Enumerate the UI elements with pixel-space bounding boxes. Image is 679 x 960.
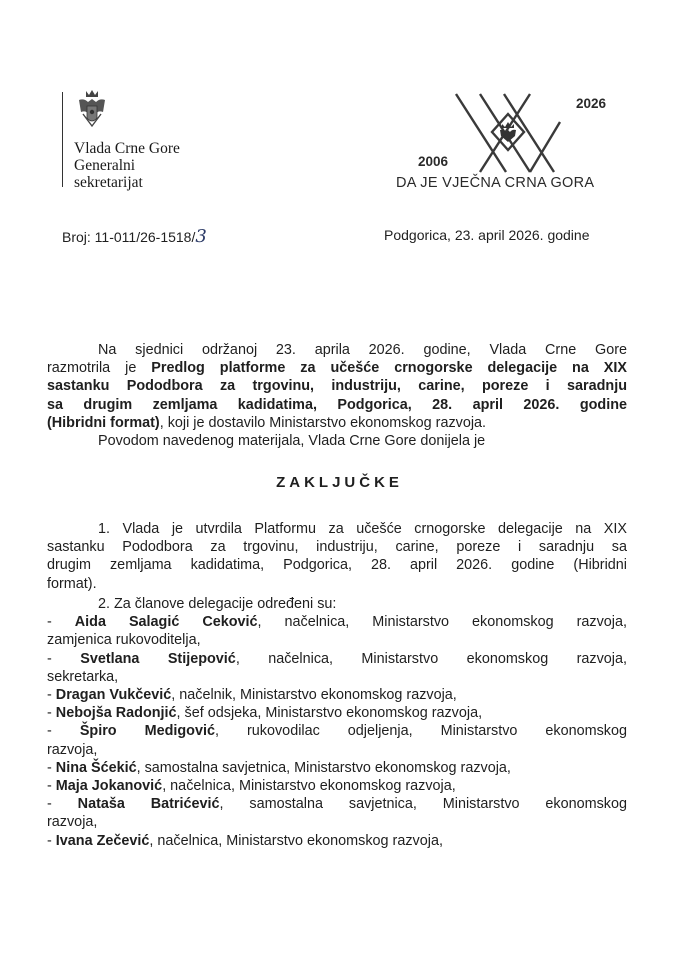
- conclusion-line: 2. Za članove delegacije određeni su:: [98, 596, 337, 612]
- delegation-member: - Ivana Zečević, načelnica, Ministarstvo ekonomskog razvoja,: [47, 832, 443, 849]
- logo-year-left: 2006: [418, 154, 449, 169]
- conclusion-line: drugim zemljama kadidatima, Podgorica, 28. april 2026. godine (Hibridni: [47, 557, 627, 574]
- intro-paragraph: [47, 341, 627, 450]
- member-role: , načelnica, Ministarstvo ekonomskog razvoja,: [162, 778, 456, 795]
- member-name: Nina Šćekić: [55, 759, 137, 776]
- member-role: , načelnica, Ministarstvo ekonomskog razvoja,: [149, 832, 443, 849]
- member-name: Nebojša Radonjić: [55, 705, 177, 722]
- member-name: Špiro Medigović: [79, 723, 215, 740]
- reference-number: [62, 226, 207, 247]
- intro-line: razmotrila je Predlog platforme za učešće crnogorske delegacije na XIX: [47, 360, 627, 377]
- delegation-member: - Nataša Batrićević, samostalna savjetnica, Ministarstvo ekonomskog: [47, 796, 627, 813]
- delegation-member: - Nebojša Radonjić, šef odsjeka, Ministarstvo ekonomskog razvoja,: [47, 705, 483, 722]
- conclusion-line: sastanku Pododbora za trgovinu, industriju, carine, poreze i saradnju sa: [47, 539, 627, 556]
- member-name: Nataša Batrićević: [77, 796, 220, 813]
- member-name: Aida Salagić Ceković: [74, 614, 258, 631]
- header-divider: [62, 92, 63, 187]
- member-role: , šef odsjeka, Ministarstvo ekonomskog razvoja,: [176, 705, 483, 722]
- coat-of-arms-icon: [76, 88, 108, 132]
- logo-motto: DA JE VJEČNA CRNA GORA: [396, 175, 595, 191]
- delegation-member: - Špiro Medigović, rukovodilac odjeljenja, Ministarstvo ekonomskog: [47, 723, 627, 740]
- member-role-continued: razvoja,: [47, 741, 98, 758]
- logo-year-right: 2026: [576, 96, 607, 111]
- intro-line: (Hibridni format), koji je dostavilo Ministarstvo ekonomskog razvoja.: [47, 414, 487, 431]
- delegation-member: - Aida Salagić Ceković, načelnica, Ministarstvo ekonomskog razvoja,: [47, 614, 627, 631]
- member-role: , načelnica, Ministarstvo ekonomskog razvoja,: [257, 614, 627, 631]
- org-line: Vlada Crne Gore: [74, 140, 180, 157]
- member-role: , samostalna savjetnica, Ministarstvo ekonomskog: [219, 796, 627, 813]
- member-role: , načelnik, Ministarstvo ekonomskog razvoja,: [171, 687, 457, 704]
- member-role-continued: zamjenica rukovoditelja,: [47, 632, 201, 649]
- member-role: , načelnica, Ministarstvo ekonomskog razvoja,: [235, 650, 628, 667]
- delegation-member: - Maja Jokanović, načelnica, Ministarstvo ekonomskog razvoja,: [47, 778, 456, 795]
- conclusion-1: [47, 520, 627, 593]
- intro-line: sa drugim zemljama kadidatima, Podgorica, 28. april 2026. godine: [47, 396, 627, 413]
- intro-line: Povodom navedenog materijala, Vlada Crne Gore donijela je: [98, 433, 486, 450]
- member-name: Ivana Zečević: [55, 832, 150, 849]
- handwritten-number: 3: [195, 226, 207, 247]
- member-role-continued: razvoja,: [47, 814, 98, 831]
- delegation-member: - Nina Šćekić, samostalna savjetnica, Ministarstvo ekonomskog razvoja,: [47, 759, 511, 776]
- organization-name: [74, 140, 180, 191]
- member-name: Maja Jokanović: [55, 778, 163, 795]
- intro-line: Na sjednici održanoj 23. aprila 2026. godine, Vlada Crne Gore: [98, 342, 627, 358]
- intro-line: sastanku Pododbora za trgovinu, industriju, carine, poreze i saradnju: [47, 378, 627, 395]
- reference-number-label: Broj: 11-011/26-1518/: [62, 229, 196, 245]
- member-name: Dragan Vukčević: [55, 687, 172, 704]
- conclusion-2: [47, 595, 627, 850]
- member-role: , samostalna savjetnica, Ministarstvo ekonomskog razvoja,: [136, 759, 511, 776]
- anniversary-logo: [396, 92, 621, 202]
- conclusion-line: format).: [47, 575, 97, 592]
- delegation-list: [47, 613, 627, 850]
- xx-logo-icon: [452, 92, 564, 174]
- delegation-member: - Svetlana Stijepović, načelnica, Ministarstvo ekonomskog razvoja,: [47, 650, 628, 667]
- org-line: sekretarijat: [74, 174, 143, 191]
- delegation-member: - Dragan Vukčević, načelnik, Ministarstvo ekonomskog razvoja,: [47, 687, 457, 704]
- section-title: ZAKLJUČKE: [276, 474, 403, 491]
- org-line: Generalni: [74, 157, 136, 174]
- document-date: Podgorica, 23. april 2026. godine: [384, 227, 590, 243]
- conclusion-line: 1. Vlada je utvrdila Platformu za učešće crnogorske delegacije na XIX: [98, 521, 627, 537]
- member-role: , rukovodilac odjeljenja, Ministarstvo ekonomskog: [214, 723, 627, 740]
- member-role-continued: sekretarka,: [47, 668, 119, 685]
- member-name: Svetlana Stijepović: [80, 650, 236, 667]
